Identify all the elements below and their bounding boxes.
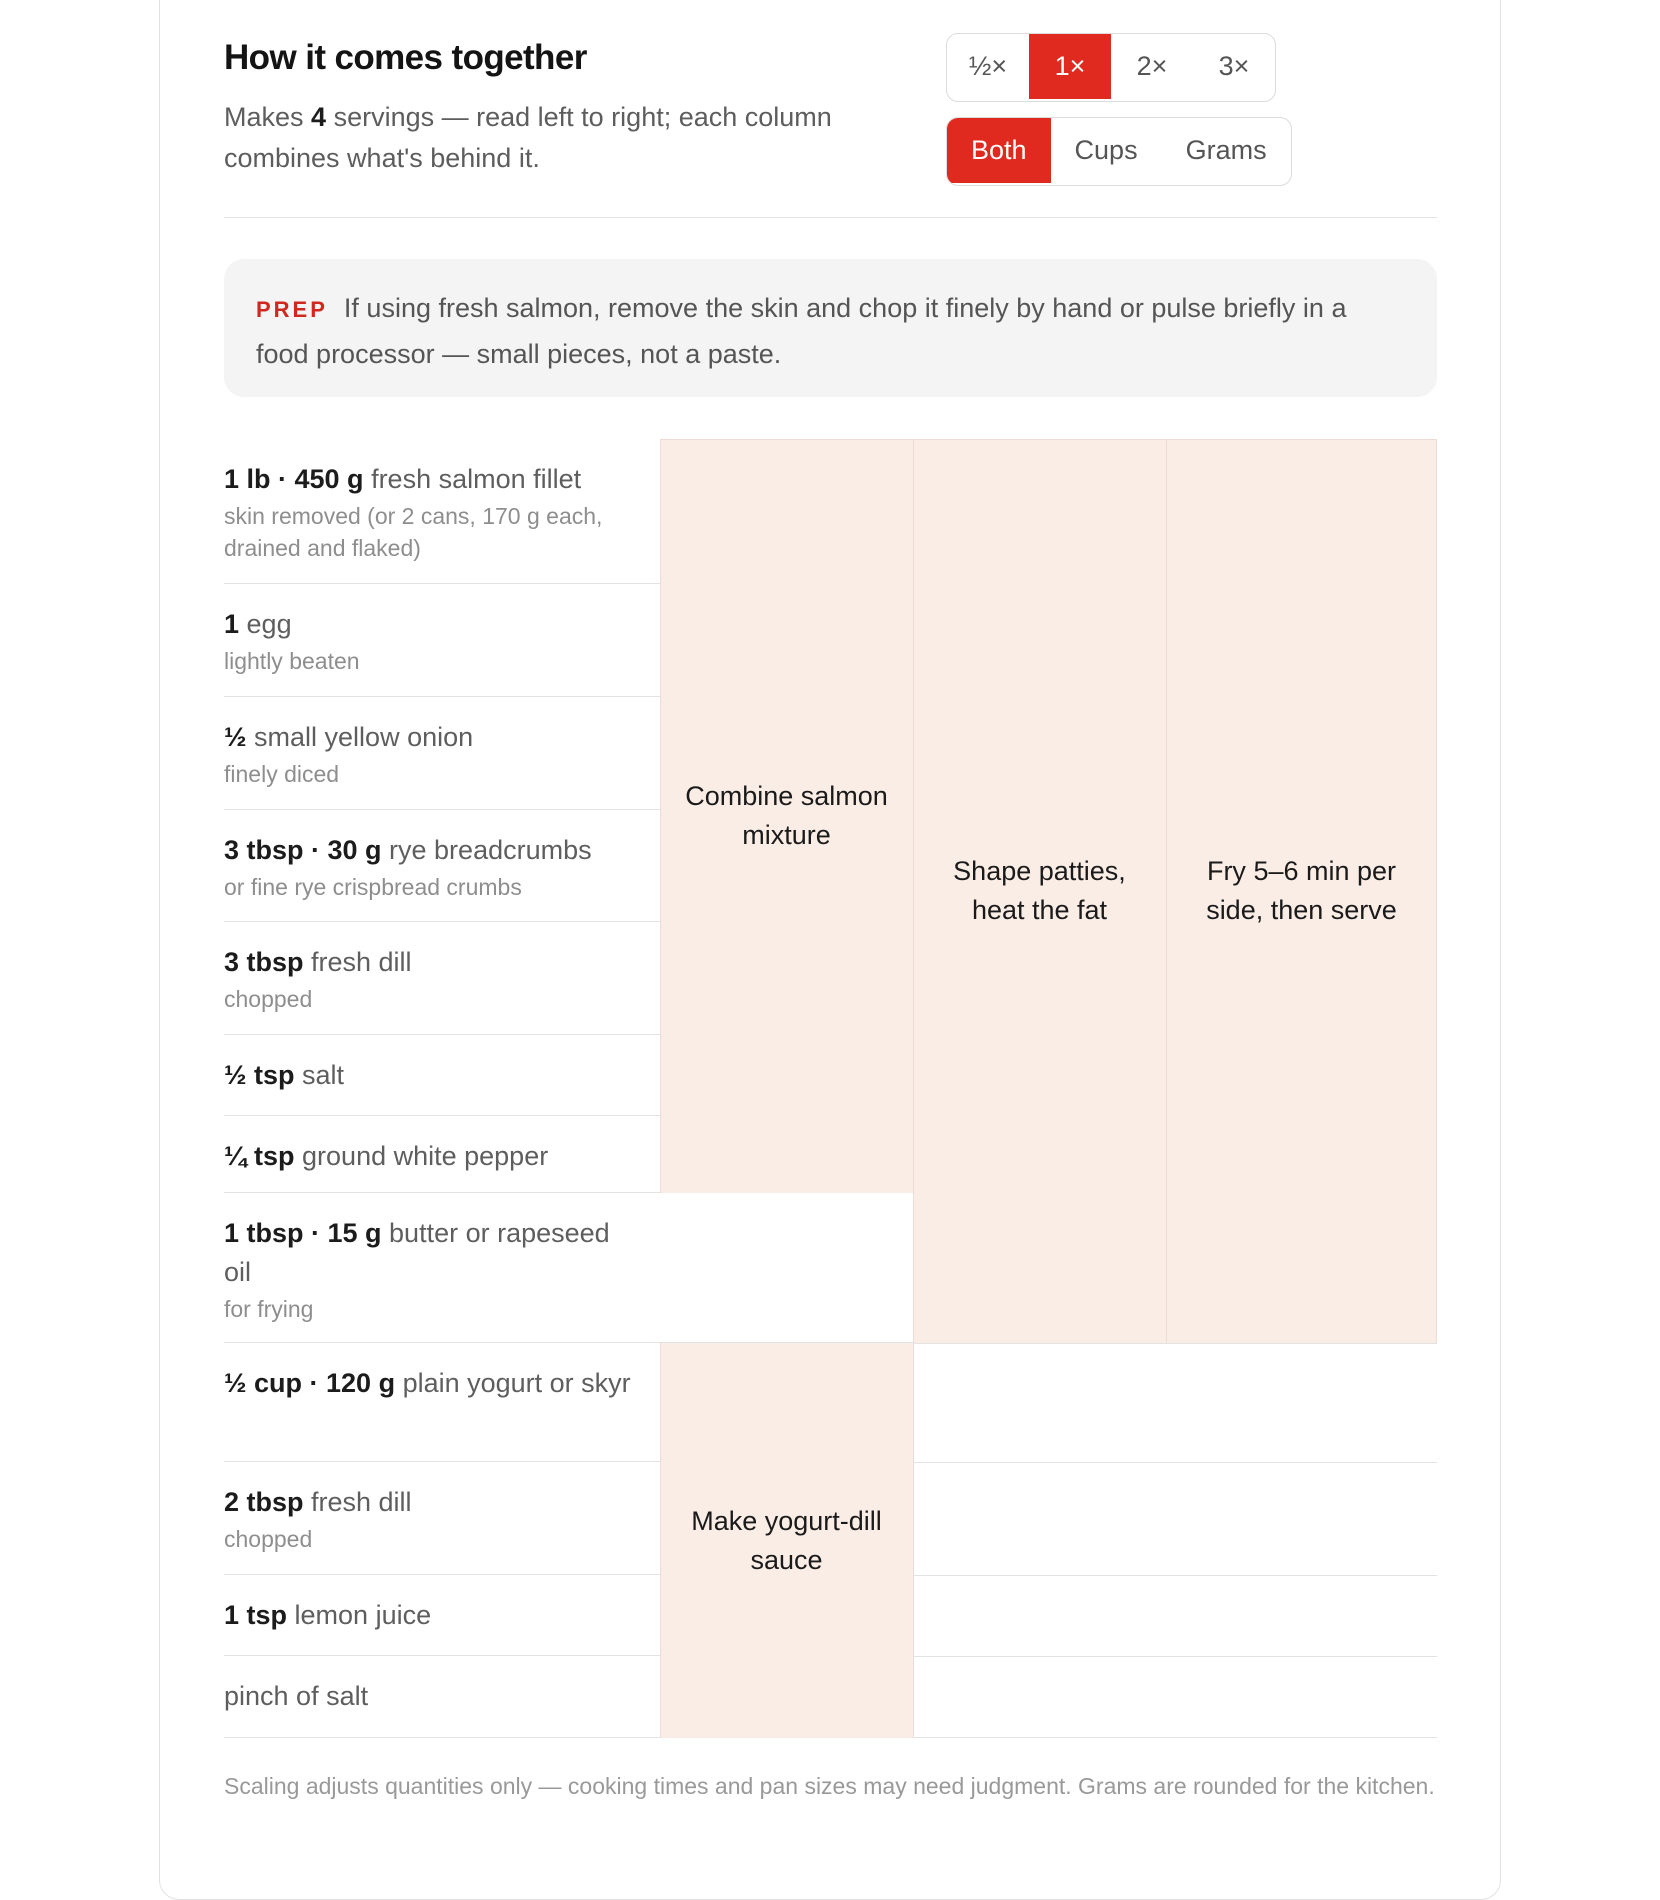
ingredient-qty: 1 tbsp · 15 g [224, 1218, 382, 1248]
row-divider [913, 1737, 1437, 1738]
step-fry-serve: Fry 5–6 min per side, then serve [1166, 439, 1437, 1343]
ingredient-name: ground white pepper [294, 1141, 549, 1171]
ingredient-note: skin removed (or 2 cans, 170 g each, drained and flaked) [224, 503, 603, 561]
header-divider [224, 217, 1437, 218]
step-border [660, 439, 1437, 440]
ingredient-note: for frying [224, 1296, 314, 1322]
scale-1x-button[interactable]: 1× [1029, 34, 1111, 99]
servings-subtitle [224, 97, 904, 179]
ingredient-note: finely diced [224, 761, 340, 787]
step-yogurt-sauce: Make yogurt-dill sauce [660, 1343, 913, 1738]
ingredient-name: lemon juice [287, 1600, 432, 1630]
ingredient-qty: ¼ tsp [224, 1141, 295, 1171]
ingredient-qty: ½ [224, 722, 247, 752]
ingredient-row [224, 439, 660, 584]
ingredient-qty: ½ tsp [224, 1060, 295, 1090]
ingredient-row [224, 1343, 660, 1462]
step-border [660, 1343, 661, 1738]
prep-tag: PREP [256, 297, 328, 322]
ingredient-name: small yellow onion [246, 722, 474, 752]
unit-grams-button[interactable]: Grams [1185, 135, 1267, 165]
ingredient-qty: 3 tbsp [224, 947, 304, 977]
section-title: How it comes together [224, 38, 587, 77]
ingredient-qty: ½ cup · 120 g [224, 1368, 396, 1398]
step-combine-salmon: Combine salmon mixture [660, 439, 913, 1193]
ingredient-name: plain yogurt or skyr [395, 1368, 631, 1398]
ingredient-row [224, 697, 660, 810]
step-border [1166, 439, 1167, 1343]
scale-3x-button[interactable]: 3× [1218, 51, 1250, 81]
servings-count: 4 [311, 102, 327, 132]
ingredient-qty: 1 tsp [224, 1600, 288, 1630]
ingredient-row [224, 584, 660, 697]
ingredient-row [224, 1656, 660, 1738]
ingredient-name: egg [239, 609, 292, 639]
step-border [1436, 439, 1437, 1343]
scaling-footnote: Scaling adjusts quantities only — cooking times and pan sizes may need judgment. Grams are rounded for the kitchen. [224, 1773, 1435, 1799]
ingredient-name: fresh dill [303, 1487, 412, 1517]
ingredient-note: chopped [224, 986, 313, 1012]
scale-2x-button[interactable]: 2× [1136, 51, 1168, 81]
unit-cups-button[interactable]: Cups [1074, 135, 1138, 165]
ingredient-name: rye breadcrumbs [381, 835, 592, 865]
ingredient-row [224, 1462, 660, 1575]
subtitle-prefix: Makes [224, 102, 312, 132]
ingredient-row [224, 1575, 660, 1656]
row-divider [913, 1656, 1437, 1657]
ingredient-row [224, 922, 660, 1035]
ingredient-name: butter or rapeseed oil [224, 1218, 610, 1287]
ingredient-note: lightly beaten [224, 648, 360, 674]
row-divider [913, 1462, 1437, 1463]
ingredient-row [224, 1035, 660, 1116]
ingredient-name: fresh dill [303, 947, 412, 977]
step-border [913, 439, 914, 1738]
ingredient-qty: 2 tbsp [224, 1487, 304, 1517]
ingredient-row [224, 810, 660, 922]
unit-both-button[interactable]: Both [947, 118, 1051, 183]
unit-selector [946, 117, 1292, 186]
scale-half-button[interactable]: ½× [968, 51, 1008, 81]
prep-note [224, 259, 1437, 397]
ingredient-qty: 1 lb · 450 g [224, 464, 364, 494]
ingredient-note: chopped [224, 1526, 313, 1552]
prep-text: If using fresh salmon, remove the skin and chop it finely by hand or pulse briefly in a food processor — small pieces, not a paste. [256, 293, 1347, 369]
subtitle-suffix: servings — read left to right; each column combines what's behind it. [224, 102, 832, 173]
recipe-flow-grid [224, 439, 1437, 1738]
ingredient-row [224, 1116, 660, 1193]
row-divider [913, 1575, 1437, 1576]
ingredient-name: pinch of salt [224, 1681, 369, 1711]
ingredient-name: salt [294, 1060, 345, 1090]
ingredient-qty: 1 [224, 609, 240, 639]
step-shape-patties: Shape patties, heat the fat [913, 439, 1166, 1343]
ingredient-row [224, 1193, 913, 1343]
ingredient-note: or fine rye crispbread crumbs [224, 874, 522, 900]
ingredient-qty: 3 tbsp · 30 g [224, 835, 382, 865]
step-border [660, 439, 661, 1193]
scale-selector [946, 33, 1276, 102]
row-divider [913, 1343, 1437, 1344]
ingredient-name: fresh salmon fillet [363, 464, 582, 494]
